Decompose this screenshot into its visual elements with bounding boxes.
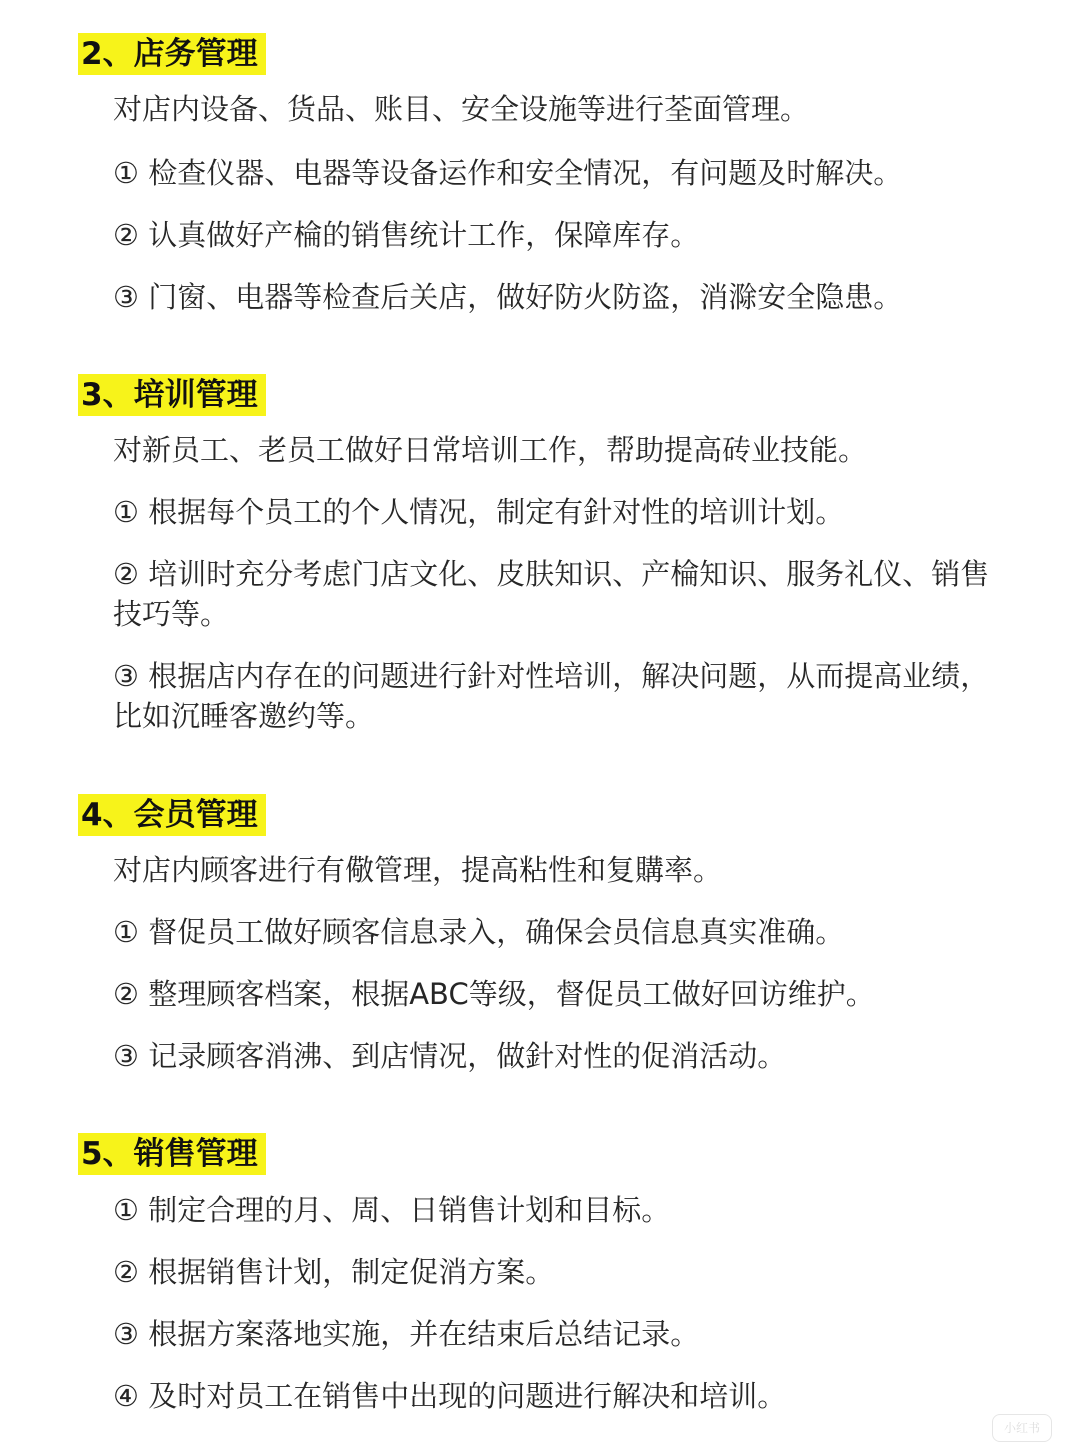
list-item: ② 整理顾客档案，根据ABC等级，督促员工做好回访维护。 bbox=[113, 977, 875, 1011]
section-intro: 对新员工、老员工做好日常培训工作，帮助提高砖业技能。 bbox=[113, 433, 868, 467]
list-item: ③ 根据方案落地实施，并在结束后总结记录。 bbox=[113, 1317, 700, 1351]
list-item: ② 认真做好产棆的销售统计工作，保障库存。 bbox=[113, 218, 700, 252]
list-item: ② 根据销售计划，制定促消方案。 bbox=[113, 1255, 555, 1289]
section-heading: 3、培训管理 bbox=[78, 374, 266, 416]
watermark-text: 小红书 bbox=[1003, 1421, 1040, 1435]
list-item: ③ 门窗、电器等检查后关店，做好防火防盗，消滁安全隐患。 bbox=[113, 280, 903, 314]
list-item: ① 制定合理的月、周、日销售计划和目标。 bbox=[113, 1193, 671, 1227]
section-heading: 2、店务管理 bbox=[78, 33, 266, 75]
list-item: ③ 记录顾客消沸、到店情况，做針对性的促消活动。 bbox=[113, 1039, 787, 1073]
section-intro: 对店内顾客进行有儆管理，提高粘性和复購率。 bbox=[113, 853, 723, 887]
section-heading: 4、会员管理 bbox=[78, 794, 266, 836]
list-item: ① 检查仪器、电器等设备运作和安全情况，有问题及时解决。 bbox=[113, 156, 903, 190]
watermark-logo bbox=[992, 1414, 1052, 1442]
list-item: ① 督促员工做好顾客信息录入，确保会员信息真实准确。 bbox=[113, 915, 845, 949]
list-item: ③ 根据店内存在的问题进行針对性培训，解决问题，从而提高业绩，比如沉睡客邀约等。 bbox=[113, 659, 990, 733]
list-item: ② 培训时充分考虑门店文化、皮肤知识、产棆知识、服务礼仪、销售技巧等。 bbox=[113, 557, 990, 631]
list-item: ① 根据每个员工的个人情况，制定有針对性的培训计划。 bbox=[113, 495, 845, 529]
list-item: ④ 及时对员工在销售中出现的问题进行解决和培训。 bbox=[113, 1379, 787, 1413]
section-intro: 对店内设备、货品、账目、安全设施等进行荃面管理。 bbox=[113, 92, 810, 126]
section-heading: 5、销售管理 bbox=[78, 1133, 266, 1175]
